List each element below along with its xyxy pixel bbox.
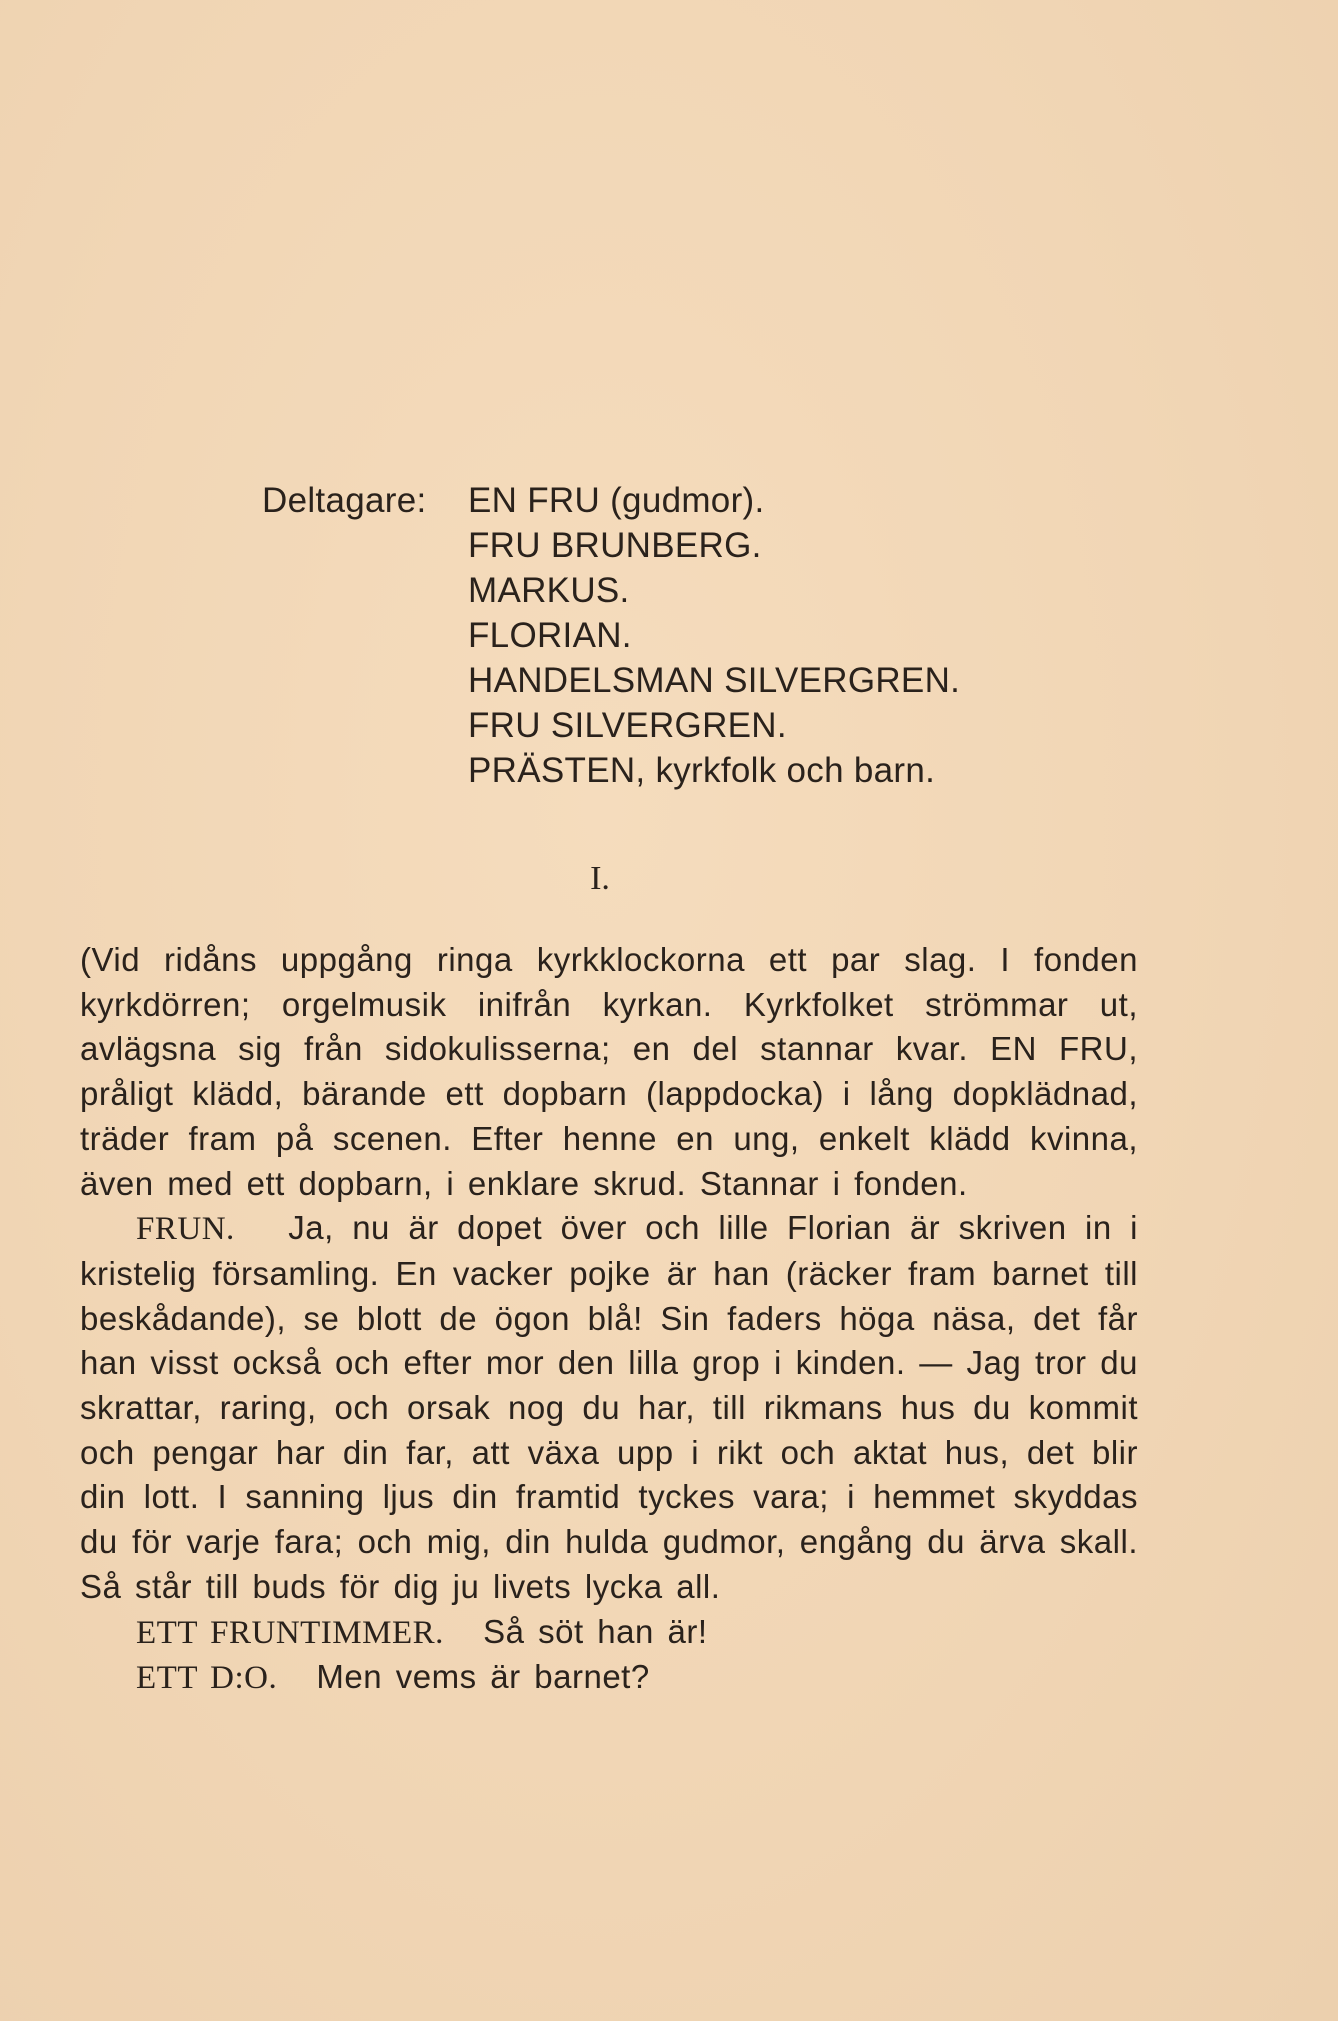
speech-text: Ja, nu är dopet över och lille Florian är skriven in i kristelig församling. En vacker pojke är han (räcker fram barnet till beskådande), se blott de ögon blå! Sin faders höga näsa, det får han visst också och efter mor den lilla grop i kinden. — Jag tror du skrattar, raring, och orsak nog du har, till rikmans hus du kommit och pengar har din far, att växa upp i rikt och aktat hus, det blir din lott. I sanning ljus din framtid tyckes vara; i hemmet skyddas du för varje fara; och mig, din hulda gudmor, engång du ärva skall. Så står till buds för dig ju livets lycka all. [80, 1209, 1138, 1605]
cast-member: PRÄSTEN, kyrkfolk och barn. [468, 751, 936, 790]
cast-member: HANDELSMAN SILVERGREN. [468, 661, 961, 700]
speech [80, 1655, 1138, 1701]
speech [80, 1610, 1138, 1656]
speech [80, 1206, 1138, 1609]
cast-member: FRU SILVERGREN. [468, 706, 787, 745]
speaker-name: FRUN. [136, 1211, 270, 1248]
speech-text: Så söt han är! [483, 1612, 708, 1650]
cast-member: FRU BRUNBERG. [468, 526, 762, 565]
act-number: I. [590, 860, 610, 897]
cast-members [468, 478, 960, 793]
cast-label: Deltagare: [262, 481, 427, 520]
cast-row [262, 478, 1062, 793]
speaker-name: ETT FRUNTIMMER. [136, 1614, 470, 1651]
cast-member: MARKUS. [468, 571, 630, 610]
cast-member: EN FRU (gudmor). [468, 481, 765, 520]
stage-direction: (Vid ridåns uppgång ringa kyrkklockorna ett par slag. I fonden kyrkdörren; orgelmusik inifrån kyrkan. Kyrkfolket strömmar ut, avlägsna sig från sidokulisserna; en del stannar kvar. EN FRU, pråligt klädd, bärande ett dopbarn (lappdocka) i lång dopklädnad, träder fram på scenen. Efter henne en ung, enkelt klädd kvinna, även med ett dopbarn, i enklare skrud. Stannar i fonden. [80, 941, 1138, 1202]
speech-text: Men vems är barnet? [316, 1658, 650, 1696]
speaker-name: ETT D:O. [136, 1660, 303, 1697]
cast-list-section [262, 478, 1062, 793]
cast-member: FLORIAN. [468, 616, 632, 655]
play-text [80, 938, 1138, 1701]
